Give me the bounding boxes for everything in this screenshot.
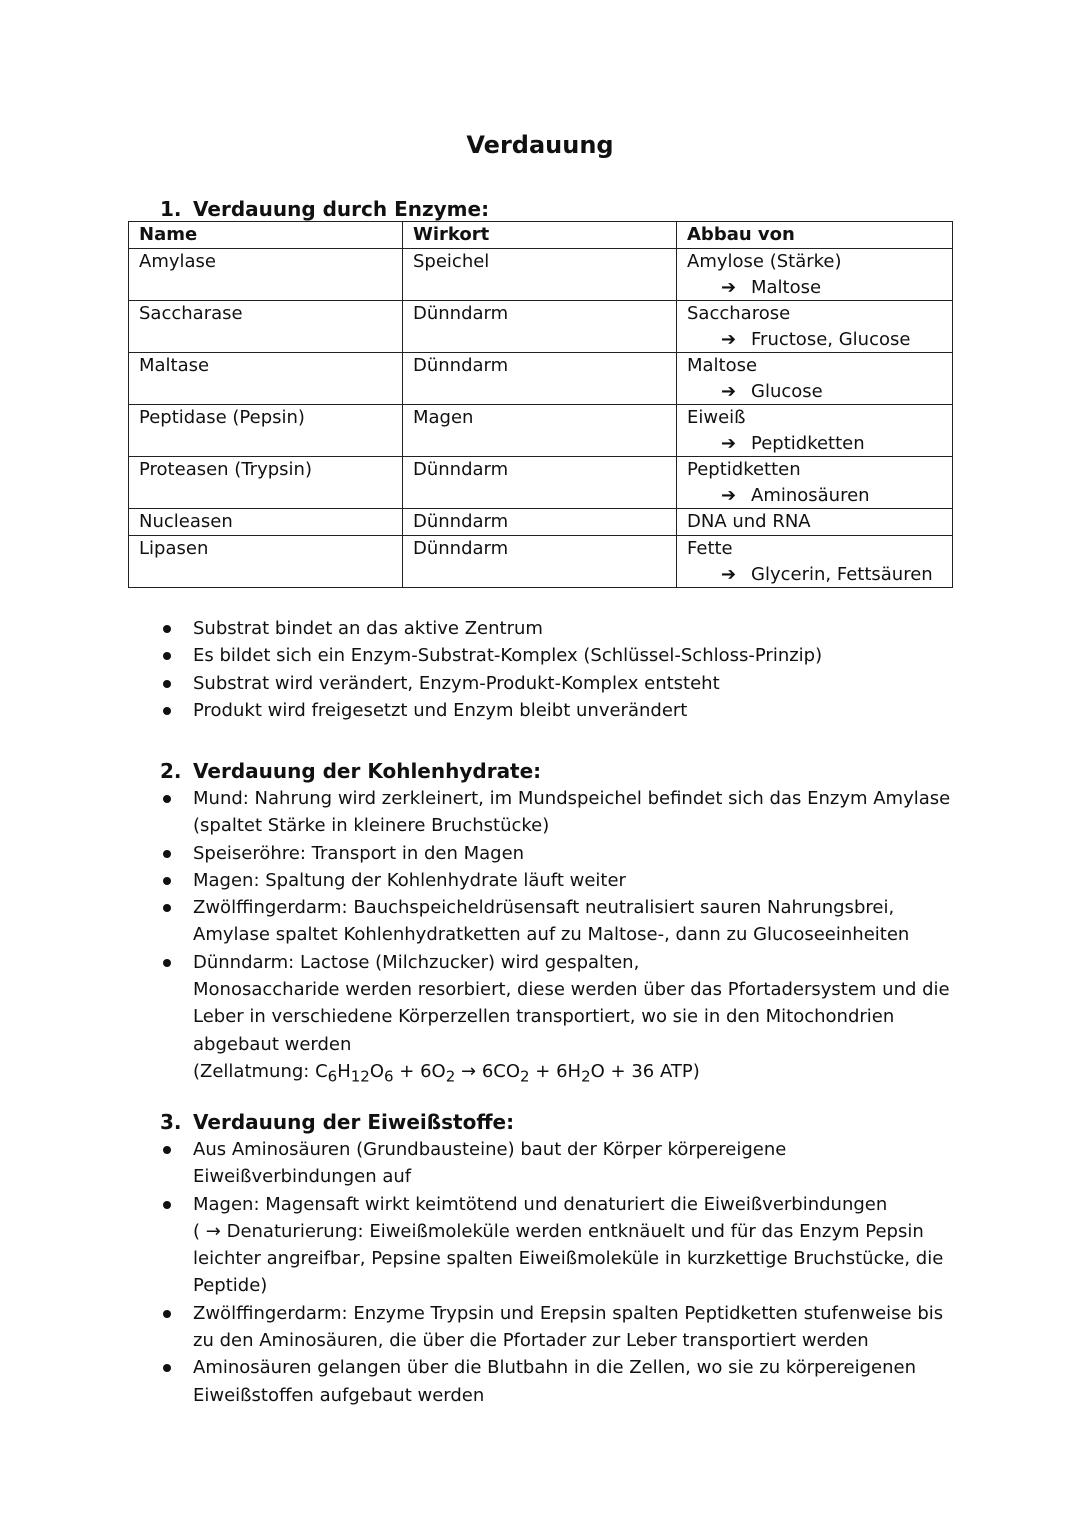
table-row	[129, 457, 953, 509]
list-item-text: Denaturierung: Eiweißmoleküle werden entknäuelt und für das Enzym Pepsin	[220, 1220, 924, 1242]
formula-part: O	[369, 1060, 385, 1082]
enzyme-location: Speichel	[403, 249, 677, 301]
enzyme-breakdown	[677, 405, 953, 457]
substrate: Eiweiß	[687, 407, 746, 428]
list-item-line: Magen: Magensaft wirkt keimtötend und denaturiert die Eiweißverbindungen	[193, 1193, 888, 1215]
list-item	[160, 894, 960, 949]
section-2-heading	[160, 757, 541, 785]
enzyme-location: Dünndarm	[403, 301, 677, 353]
list-item-line: Amylase spaltet Kohlenhydratketten auf zu Maltose-, dann zu Glucoseeinheiten	[193, 924, 910, 946]
section-1-title: Verdauung durch Enzyme:	[193, 197, 490, 221]
list-item-line: Zwölffingerdarm: Enzyme Trypsin und Erepsin spalten Peptidketten stufenweise bis	[193, 1302, 944, 1324]
formula-sub: 6	[384, 1067, 394, 1086]
list-item-line: (spaltet Stärke in kleinere Bruchstücke)	[193, 815, 550, 837]
arrow-right-icon: ➔	[721, 328, 737, 350]
list-item-line: Eiweißstoffen aufgebaut werden	[193, 1384, 485, 1406]
list-item	[160, 1300, 960, 1355]
list-item-line: Aminosäuren gelangen über die Blutbahn in die Zellen, wo sie zu körpereigenen	[193, 1357, 916, 1379]
section-3-title: Verdauung der Eiweißstoffe:	[193, 1110, 515, 1134]
enzyme-breakdown	[677, 509, 953, 536]
enzyme-name: Amylase	[129, 249, 403, 301]
list-item-line: Dünndarm: Lactose (Milchzucker) wird gespalten,	[193, 951, 640, 973]
list-item-line: leichter angreifbar, Pepsine spalten Eiweißmoleküle in kurzkettige Bruchstücke, die	[193, 1248, 944, 1270]
list-item	[160, 1191, 960, 1300]
enzyme-breakdown	[677, 457, 953, 509]
list-item: Substrat wird verändert, Enzym-Produkt-Komplex entsteht	[160, 670, 960, 697]
product: Aminosäuren	[751, 484, 870, 506]
enzyme-name: Saccharase	[129, 301, 403, 353]
list-item-line	[193, 1218, 960, 1245]
section-1-number: 1.	[160, 197, 182, 221]
list-item-line: Aus Aminosäuren (Grundbausteine) baut der Körper körpereigene	[193, 1139, 787, 1160]
table-header-row	[129, 222, 953, 249]
substrate: Amylose (Stärke)	[687, 251, 842, 272]
enzyme-location: Dünndarm	[403, 536, 677, 588]
product: Glucose	[751, 380, 823, 402]
list-item	[160, 1354, 960, 1409]
list-item-line: Zwölffingerdarm: Bauchspeicheldrüsensaft neutralisiert sauren Nahrungsbrei,	[193, 897, 895, 919]
table-row	[129, 405, 953, 457]
list-item-line: Mund: Nahrung wird zerkleinert, im Mundspeichel befindet sich das Enzym Amylase	[193, 788, 951, 809]
enzyme-table	[128, 221, 953, 588]
list-item-line: Peptide)	[193, 1275, 268, 1297]
section-2-title: Verdauung der Kohlenhydrate:	[193, 759, 542, 783]
section-3-number: 3.	[160, 1110, 182, 1134]
product-line	[687, 431, 942, 457]
list-item: Speiseröhre: Transport in den Magen	[160, 840, 960, 867]
cell-respiration-formula	[193, 1058, 960, 1091]
column-header-name: Name	[129, 222, 403, 249]
product-line	[687, 562, 942, 588]
formula-sub: 6	[327, 1067, 338, 1086]
arrow-right-icon: →	[461, 1060, 477, 1082]
arrow-right-icon: ➔	[721, 563, 737, 585]
section-3-heading	[160, 1108, 514, 1136]
formula-part: H	[337, 1060, 351, 1082]
formula-part: + 6O	[393, 1060, 446, 1082]
arrow-right-icon: ➔	[721, 484, 737, 506]
enzyme-location: Dünndarm	[403, 353, 677, 405]
enzyme-breakdown	[677, 301, 953, 353]
formula-part: O + 36 ATP)	[590, 1060, 700, 1082]
carbohydrate-list	[160, 785, 960, 1091]
enzyme-name: Proteasen (Trypsin)	[129, 457, 403, 509]
table-row	[129, 249, 953, 301]
list-item	[160, 949, 960, 1091]
enzyme-name: Lipasen	[129, 536, 403, 588]
formula-part: + 6H	[529, 1060, 582, 1082]
table-row	[129, 509, 953, 536]
substrate: DNA und RNA	[687, 511, 811, 532]
arrow-right-icon: ➔	[721, 380, 737, 402]
column-header-wirkort: Wirkort	[403, 222, 677, 249]
list-item: Substrat bindet an das aktive Zentrum	[160, 615, 960, 642]
product-line	[687, 483, 942, 509]
product: Glycerin, Fettsäuren	[751, 563, 933, 585]
enzyme-breakdown	[677, 353, 953, 405]
list-item-line: abgebaut werden	[193, 1033, 352, 1055]
list-item-line: zu den Aminosäuren, die über die Pfortader zur Leber transportiert werden	[193, 1330, 869, 1352]
formula-sub: 2	[520, 1067, 530, 1086]
product: Fructose, Glucose	[751, 328, 911, 350]
enzyme-location: Magen	[403, 405, 677, 457]
protein-list	[160, 1136, 960, 1409]
section-2-number: 2.	[160, 759, 182, 783]
list-item	[160, 1136, 960, 1191]
enzyme-breakdown	[677, 536, 953, 588]
column-header-abbau: Abbau von	[677, 222, 953, 249]
substrate: Peptidketten	[687, 459, 801, 480]
list-item-line: Eiweißverbindungen auf	[193, 1166, 412, 1188]
table-row	[129, 301, 953, 353]
section-1-heading	[160, 195, 489, 223]
arrow-right-icon: ➔	[721, 432, 737, 454]
product: Peptidketten	[751, 432, 865, 454]
table-row	[129, 353, 953, 405]
formula-sub: 2	[581, 1067, 591, 1086]
enzyme-mechanism-list	[160, 615, 960, 724]
product-line	[687, 379, 942, 405]
paren: (	[193, 1220, 201, 1242]
product: Maltose	[751, 276, 822, 298]
product-line	[687, 275, 942, 301]
enzyme-name: Peptidase (Pepsin)	[129, 405, 403, 457]
enzyme-location: Dünndarm	[403, 509, 677, 536]
formula-sub: 2	[445, 1067, 456, 1086]
list-item: Es bildet sich ein Enzym-Substrat-Komplex (Schlüssel-Schloss-Prinzip)	[160, 642, 960, 669]
enzyme-name: Nucleasen	[129, 509, 403, 536]
product-line	[687, 327, 942, 353]
formula-part: 6CO	[481, 1060, 521, 1082]
substrate: Saccharose	[687, 303, 791, 324]
arrow-right-icon: ➔	[721, 276, 737, 298]
formula-sub: 12	[350, 1067, 370, 1086]
table-row	[129, 536, 953, 588]
enzyme-location: Dünndarm	[403, 457, 677, 509]
substrate: Maltose	[687, 355, 758, 376]
list-item	[160, 785, 960, 840]
formula-part: (Zellatmung: C	[193, 1060, 328, 1082]
list-item-line: Monosaccharide werden resorbiert, diese werden über das Pfortadersystem und die	[193, 979, 950, 1001]
enzyme-breakdown	[677, 249, 953, 301]
page-title: Verdauung	[466, 131, 614, 159]
arrow-right-icon: →	[205, 1220, 221, 1242]
list-item-line: Leber in verschiedene Körperzellen transportiert, wo sie in den Mitochondrien	[193, 1006, 895, 1028]
substrate: Fette	[687, 538, 733, 559]
enzyme-name: Maltase	[129, 353, 403, 405]
list-item: Magen: Spaltung der Kohlenhydrate läuft weiter	[160, 867, 960, 894]
list-item: Produkt wird freigesetzt und Enzym bleibt unverändert	[160, 697, 960, 724]
